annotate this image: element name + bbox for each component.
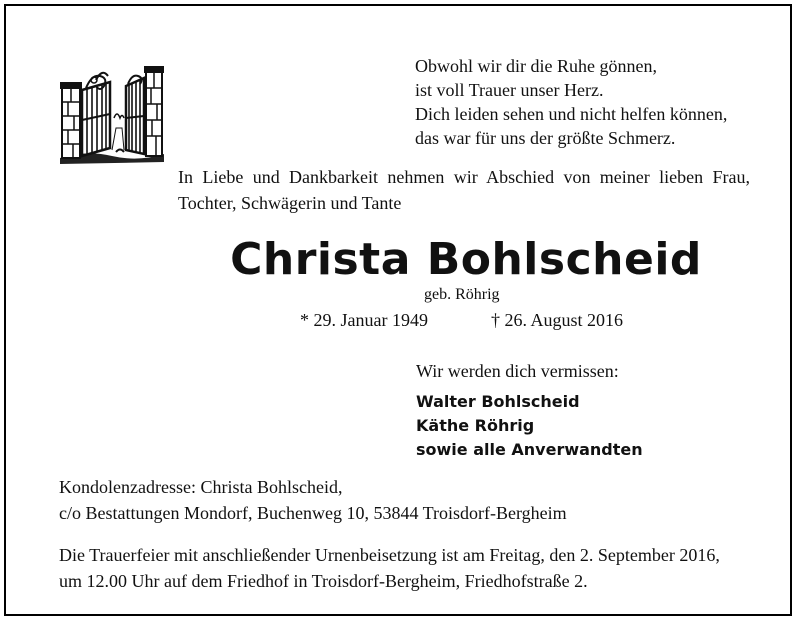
mourner-name: Käthe Röhrig [416,416,535,435]
poem-line: ist voll Trauer unser Herz. [415,80,604,100]
intro-line: In Liebe und Dankbarkeit nehmen wir Abschied von meiner lieben Frau, [178,167,750,187]
mourner-name: Walter Bohlscheid [416,392,580,411]
mourners-heading: Wir werden dich vermissen: [416,361,619,381]
condolence-address [59,474,567,526]
birth-date: * 29. Januar 1949 [300,310,428,330]
death-date: † 26. August 2016 [491,310,624,330]
poem [415,54,727,150]
mourners-list [416,390,643,462]
funeral-line: um 12.00 Uhr auf dem Friedhof in Troisdorf-Bergheim, Friedhofstraße 2. [59,571,588,591]
intro-line: Tochter, Schwägerin und Tante [178,193,402,213]
condolence-line: Kondolenzadresse: Christa Bohlscheid, [59,477,343,497]
garden-gate-icon [56,58,168,170]
intro-text [178,164,750,216]
deceased-name: Christa Bohlscheid [230,234,702,285]
poem-line: Dich leiden sehen und nicht helfen können, [415,104,728,124]
funeral-info [59,542,720,594]
mourner-name: sowie alle Anverwandten [416,440,643,459]
born-name: geb. Röhrig [424,286,500,303]
condolence-line: c/o Bestattungen Mondorf, Buchenweg 10, 53844 Troisdorf-Bergheim [59,503,567,523]
poem-line: das war für uns der größte Schmerz. [415,128,676,148]
obituary-notice [4,4,792,616]
funeral-line: Die Trauerfeier mit anschließender Urnenbeisetzung ist am Freitag, den 2. September 2016, [59,545,720,565]
poem-line: Obwohl wir dir die Ruhe gönnen, [415,56,657,76]
